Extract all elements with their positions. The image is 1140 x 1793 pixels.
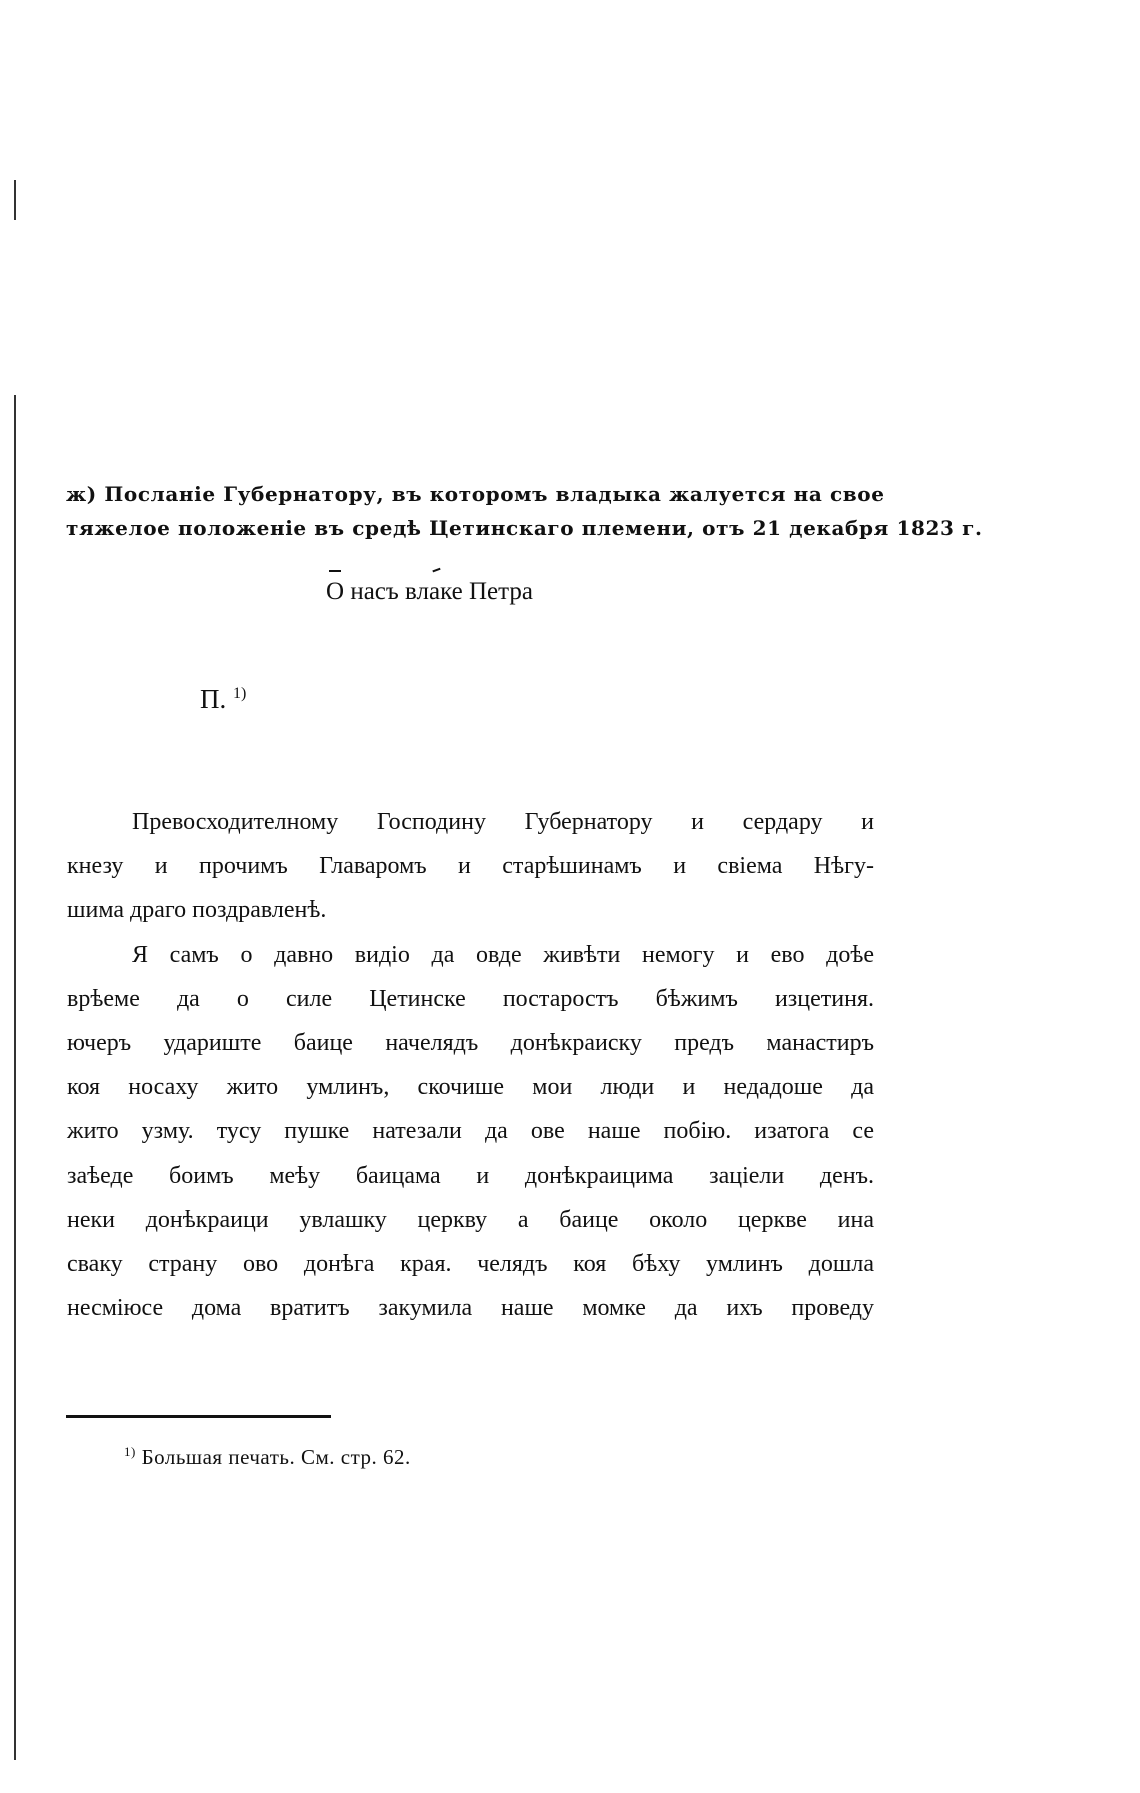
body-line-5: врѣеме да о силе Цетинске постаростъ бѣжимъ изцетиня. — [67, 985, 874, 1012]
footnote-reference: 1) — [233, 685, 247, 702]
signature-part-3: а — [429, 578, 441, 605]
signature-part-2: насъ вл — [344, 578, 430, 605]
footnote — [124, 1444, 411, 1470]
letter-body — [67, 800, 874, 1330]
signature-part-1: О — [326, 578, 345, 605]
body-line-3: шима драго поздравленѣ. — [67, 897, 327, 924]
footnote-divider — [66, 1415, 331, 1418]
scan-edge-mark — [14, 395, 16, 1760]
scan-edge-mark-top — [14, 180, 16, 220]
body-line-8: жито узму. тусу пушке натезали да ове наше побію. изатога се — [67, 1118, 874, 1145]
body-line-4: Я самъ о давно видіо да овде живѣти немогу и ево доѣе — [132, 941, 874, 968]
body-line-1: Превосходителному Господину Губернатору и сердару и — [132, 809, 874, 835]
signature-part-4: ке Петра — [440, 578, 533, 605]
body-line-2: кнезу и прочимъ Главаромъ и старѣшинамъ и свіема Нѣгу- — [67, 853, 874, 880]
seal-letter: П. — [200, 684, 227, 714]
heading-line-1: ж) Посланіе Губернатору, въ которомъ владыка жалуется на свое — [66, 482, 885, 506]
body-line-6: ючеръ удариште баице начелядъ донѣкраиску предъ манастиръ — [67, 1030, 874, 1057]
body-line-7: коя носаху жито умлинъ, скочише мои люди и недадоше да — [67, 1074, 874, 1101]
body-line-11: сваку страну ово донѣга края. челядъ коя бѣху умлинъ дошла — [67, 1251, 874, 1278]
footnote-text: Большая печать. См. стр. 62. — [135, 1445, 411, 1469]
seal-initial — [200, 684, 246, 715]
body-line-12: несміюсе дома вратитъ закумила наше момке да ихъ проведу — [67, 1295, 874, 1322]
section-heading — [66, 477, 983, 545]
heading-line-2: тяжелое положеніе въ средѣ Цетинскаго племени, отъ 21 декабря 1823 г. — [66, 516, 983, 540]
footnote-marker: 1) — [124, 1444, 136, 1459]
body-line-9: заѣеде боимъ меѣу баицама и донѣкраицима заціели денъ. — [67, 1162, 874, 1189]
body-line-10: неки донѣкраици увлашку церкву а баице около церкве ина — [67, 1206, 874, 1233]
signature-line — [326, 578, 533, 606]
